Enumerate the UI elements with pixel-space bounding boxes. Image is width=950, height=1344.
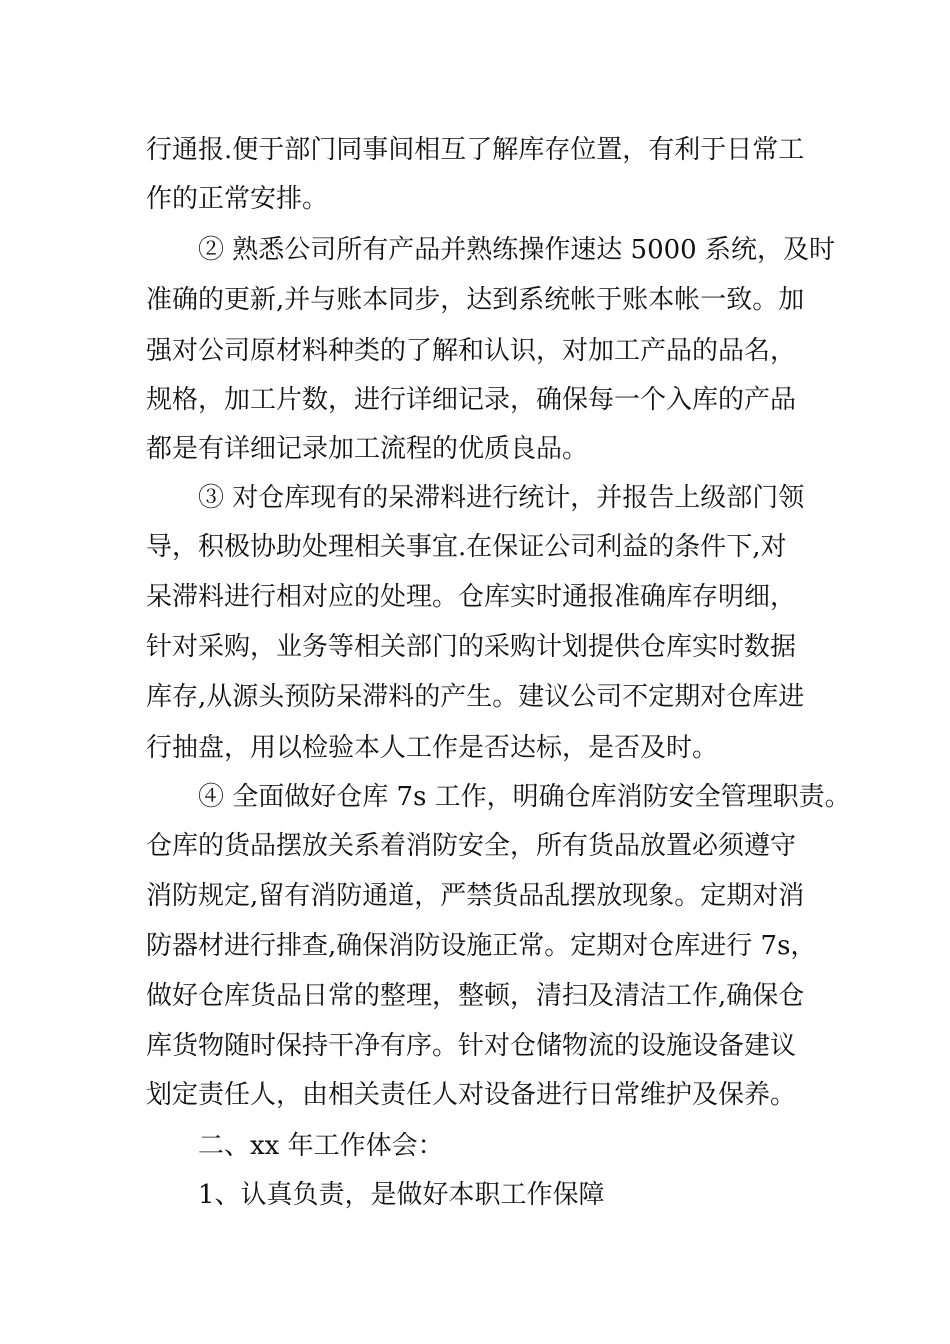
text-line: 导，积极协助处理相关事宜.在保证公司利益的条件下,对 xyxy=(146,532,787,562)
text-line: 准确的更新,并与账本同步，达到系统帐于账本帐一致。加 xyxy=(146,285,805,315)
text-line: 针对采购，业务等相关部门的采购计划提供仓库实时数据 xyxy=(146,632,797,662)
text-line-item-2-start: ② 熟悉公司所有产品并熟练操作速达 5000 系统，及时 xyxy=(198,235,835,265)
text-line: 行抽盘，用以检验本人工作是否达标，是否及时。 xyxy=(146,733,719,763)
text-line: 规格，加工片数，进行详细记录，确保每一个入库的产品 xyxy=(146,385,797,415)
subsection-heading: 1、认真负责，是做好本职工作保障 xyxy=(198,1180,605,1210)
text-line: 库货物随时保持干净有序。针对仓储物流的设施设备建议 xyxy=(146,1031,797,1061)
text-line: 消防规定,留有消防通道，严禁货品乱摆放现象。定期对消 xyxy=(146,881,805,911)
text-line: 都是有详细记录加工流程的优质良品。 xyxy=(146,434,589,464)
text-line: 呆滞料进行相对应的处理。仓库实时通报准确库存明细， xyxy=(146,582,797,612)
text-line-item-3-start: ③ 对仓库现有的呆滞料进行统计，并报告上级部门领 xyxy=(198,483,805,513)
text-line: 行通报.便于部门同事间相互了解库存位置，有利于日常工 xyxy=(146,135,805,165)
text-line: 防器材进行排查,确保消防设施正常。定期对仓库进行 7s， xyxy=(146,931,817,961)
text-line: 仓库的货品摆放关系着消防安全，所有货品放置必须遵守 xyxy=(146,831,797,861)
text-line: 库存,从源头预防呆滞料的产生。建议公司不定期对仓库进 xyxy=(146,682,805,712)
text-line-item-4-start: ④ 全面做好仓库 7s 工作，明确仓库消防安全管理职责。 xyxy=(198,782,851,812)
text-line: 做好仓库货品日常的整理，整顿，清扫及清洁工作,确保仓 xyxy=(146,981,805,1011)
text-line: 作的正常安排。 xyxy=(146,184,329,214)
section-heading: 二、xx 年工作体会： xyxy=(198,1131,444,1161)
text-line: 划定责任人，由相关责任人对设备进行日常维护及保养。 xyxy=(146,1080,797,1110)
text-line: 强对公司原材料种类的了解和认识，对加工产品的品名， xyxy=(146,336,797,366)
